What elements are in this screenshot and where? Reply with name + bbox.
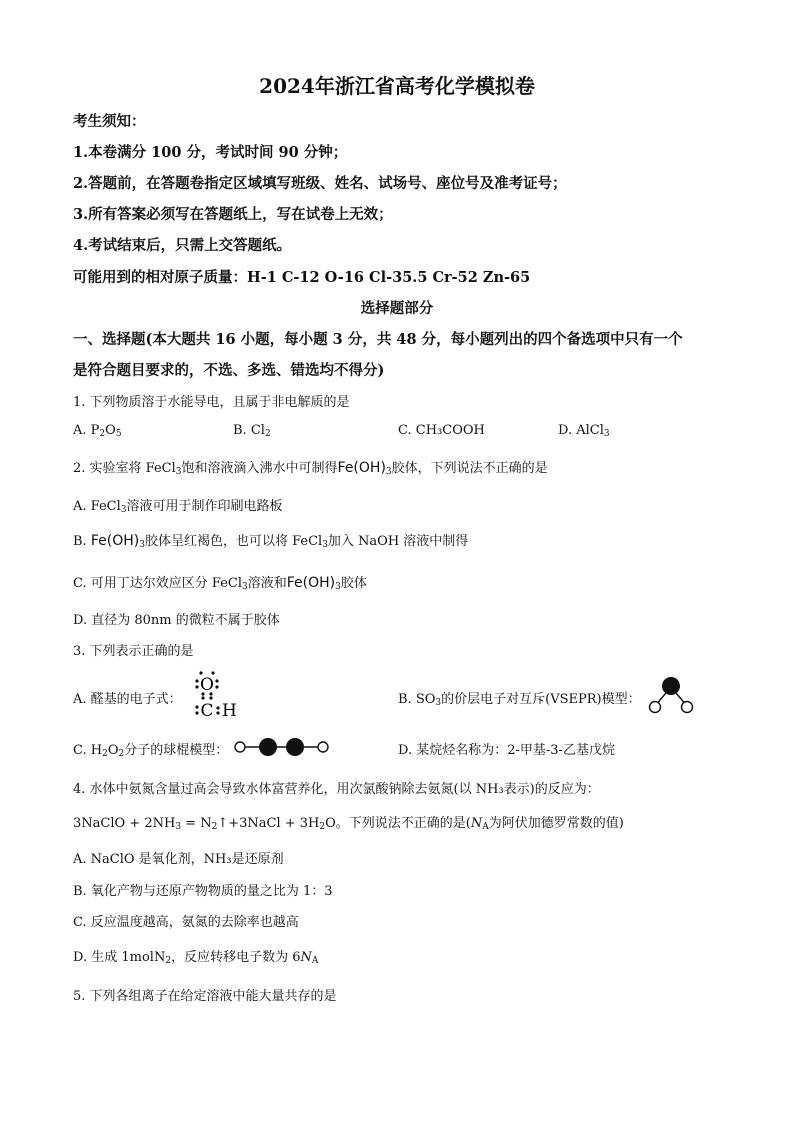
q1-option-a: A. $P_2O_5$	[73, 423, 122, 439]
oxygen-atom	[259, 738, 277, 756]
q3-option-c: C. $H_2O_2$分子的球棍模型：	[73, 743, 229, 759]
h2o2-ball-stick-model	[232, 736, 332, 758]
hydrogen-atom	[235, 742, 245, 752]
q3-option-a: A. 醛基的电子式：	[73, 692, 182, 707]
q1-option-d: D. AlCl$_3$	[558, 423, 610, 439]
q2-option-a: A. FeCl$_3$溶液可用于制作印刷电路板	[73, 499, 283, 515]
notice-item-4: 4.考试结束后，只需上交答题纸。	[73, 237, 292, 254]
q3-stem: 3. 下列表示正确的是	[73, 644, 194, 659]
notice-item-3: 3.所有答案必须写在答题纸上，写在试卷上无效；	[73, 206, 393, 223]
electron-dot	[195, 685, 198, 688]
electron-dot	[195, 705, 198, 708]
electron-dot	[195, 711, 198, 714]
q4-stem: 4. 水体中氨氮含量过高会导致水体富营养化，用次氯酸钠除去氨氮(以 NH₃表示)的反应为：	[73, 782, 600, 797]
electron-dot	[216, 711, 219, 714]
oxygen-symbol: O	[200, 675, 214, 695]
page-title: 2024年浙江省高考化学模拟卷	[259, 74, 535, 98]
q1-option-b: B. $Cl_2$	[233, 423, 271, 439]
q3-option-d: D. 某烷烃名称为：2-甲基-3-乙基戊烷	[398, 743, 615, 758]
q2-stem: 2. 实验室将 FeCl$_3$饱和溶液滴入沸水中可制得$Fe(OH)_3$胶体，下列说法不正确的是	[73, 460, 548, 477]
q1-stem: 1. 下列物质溶于水能导电，且属于非电解质的是	[73, 395, 350, 410]
notice-item-2: 2.答题前，在答题卷指定区域填写班级、姓名、试场号、座位号及准考证号；	[73, 175, 567, 192]
electron-dot	[216, 706, 219, 709]
q4-option-a: A. NaClO 是氧化剂，NH₃是还原剂	[73, 852, 284, 867]
outer-atom	[682, 702, 693, 713]
notice-heading: 考生须知：	[73, 113, 146, 130]
notice-item-1: 1.本卷满分 100 分，考试时间 90 分钟；	[73, 144, 348, 161]
section-instructions-2: 是符合题目要求的，不选、多选、错选均不得分)	[73, 362, 385, 379]
q4-option-c: C. 反应温度越高，氨氮的去除率也越高	[73, 915, 299, 930]
hydrogen-atom	[318, 742, 328, 752]
oxygen-atom	[286, 738, 304, 756]
electron-dot	[215, 679, 218, 682]
hydrogen-symbol: H	[222, 701, 237, 721]
section-title: 选择题部分	[360, 300, 434, 317]
electron-dot-diagram	[192, 668, 252, 722]
q4-option-d: D. 生成 1molN$_2$，反应转移电子数为 $6N_A$	[73, 950, 319, 966]
q2-option-b: B. $Fe(OH)_3$胶体呈红褐色，也可以将 FeCl$_3$加入 NaOH 溶液中制得	[73, 533, 469, 550]
atomic-masses: 可能用到的相对原子质量：H-1 C-12 O-16 Cl-35.5 Cr-52 Zn-65	[73, 269, 531, 286]
aldehyde-electron-formula	[192, 668, 252, 722]
q4-option-b: B. 氧化产物与还原产物物质的量之比为 1：3	[73, 884, 333, 899]
q5-stem: 5. 下列各组离子在给定溶液中能大量共存的是	[73, 989, 337, 1004]
q2-option-d: D. 直径为 80nm 的微粒不属于胶体	[73, 613, 280, 628]
q1-option-c: C. CH₃COOH	[398, 423, 485, 438]
q3-option-b: B. $SO_3$的价层电子对互斥(VSEPR)模型：	[398, 692, 641, 708]
electron-dot	[209, 696, 212, 699]
outer-atom	[650, 702, 661, 713]
q4-equation: 3NaClO + $2NH_3$ = $N_2↑+3NaCl + 3H_2O$。下列说法不正确的是($N_A$为阿伏加德罗常数的值)	[73, 816, 624, 832]
q2-option-c: C. 可用丁达尔效应区分 FeCl$_3$溶液和$Fe(OH)_3$胶体	[73, 575, 367, 592]
electron-dot	[201, 696, 204, 699]
section-instructions-1: 一、选择题(本大题共 16 小题，每小题 3 分，共 48 分，每小题列出的四个备选项中只有一个	[73, 331, 683, 348]
electron-dot	[195, 679, 198, 682]
central-atom	[662, 677, 680, 695]
electron-dot	[215, 685, 218, 688]
carbon-symbol: C	[200, 701, 214, 721]
so3-vsepr-model	[645, 675, 697, 715]
